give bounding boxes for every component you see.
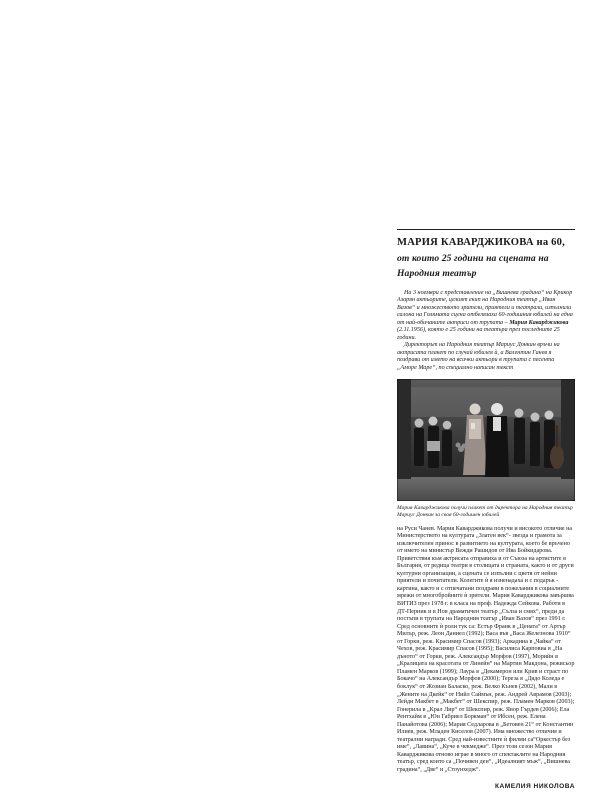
lead-text-1: На 3 ноември с представление на „Вишнева градина“ на Крикор Азарян актьорите, целият екип на Народния театър „Иван Вазов“ и множеството зрители, приятели и театрали, изпълнили салона на Голямата сцена отбелязаха 60-годишния юбилей на една от най-обичаните актриси от трупата – xyxy=(397,289,573,326)
author-byline: КАМЕЛИЯ НИКОЛОВА xyxy=(494,782,575,790)
article xyxy=(397,229,575,790)
lead-text-3: Директорът на Народния театър Мариус Донкин връчи на актрисата плакет по случай юбилея ѝ, а Валентин Ганев я поздрави от името на всички актьори в трупата с песента „Аморе Маре“, по специално написан текст xyxy=(397,342,560,371)
body-section xyxy=(397,526,575,775)
lead-text-2: (2.11.1956), която е 25 години на театъра през последните 25 години. xyxy=(397,327,560,341)
photo-caption: Мария Каварджикова получи плакет от директора на Народния театър Мариус Донкин за своя 60-годишен юбилей xyxy=(397,504,573,518)
headline-line-3: Народния театър xyxy=(397,268,477,279)
lead-section xyxy=(397,290,575,373)
stage-photo-image xyxy=(397,379,575,501)
lead-paragraph xyxy=(397,290,575,343)
headline-line-2: от които 25 години на сцената на xyxy=(397,252,549,264)
lead-paragraph-2 xyxy=(397,342,575,372)
top-rule xyxy=(397,229,575,230)
headline-line-1: МАРИЯ КАВАРДЖИКОВА на 60, xyxy=(397,237,566,248)
body-paragraph: на Руси Чанев. Мария Каварджикова получи и високото отличие на Министерството на културата „Златен век“- звезда и грамота за изключителен принос в развитието на културата, което бе връчено от името на министър Вежди Рашидов от Ива Бойкидарова. Приветствия към актрисата отправиха и от Съюза на артистите в България, от редица театри в столицата и страната, както и от други културни организации, а сцената се изпълни с цветя от нейни приятели и почитатели. Колегите ѝ я изненадаха и с подарък - картина, както и с отпечатани поздрави в пожелания в социалните мрежи от многобройните ѝ зрители. Мария Каварджикова завършва ВИТИЗ през 1978 г. в класа на проф. Надежда Сейкова. Работи в ДТ-Перник и в Нов драматичен театър „Сълза и смях“, преди да постъпи в трупата на Народния театър „Иван Вазов“ през 1991 г. Сред основните ѝ роли тук са: Естър Франк в „Цената“ от Артър Милър, реж. Леон Даниел (1992); Васа във „Васа Железнова 1910“ от Горки, реж. Красимир Спасов (1993); Аркадина в „Чайка“ от Чехов, реж. Красимир Спасов (1995); Василиса Карповна в „На дъното“ от Горки, реж. Александър Морфов (1997), Морийн в „Кралицата на красотата от Линейн“ на Мартин Макдона, режисьор Пламен Марков (1999); Лаура в „Декамерон или Крив и страст по Бокачо“ на Александър Морфов (2000); Тереза в „Дядо Коледа е боклук“ от Жозиан Баласко, реж. Велко Кънев (2002), Мали в „Жените на Дкейк“ от Нийл Саймън, реж. Андрей Аврамов (2003); Лейди Макбет в „Макбет“ от Шекспир, реж. Пламен Марков (2003); Гонерила в „Крал Лир“ от Шекспир, реж. Явор Гърдев (2006); Ела Рентхайм в „Юн Габриел Боркман“ от Ибсен, реж. Елена Панайотова (2006); Мария Седларова в „Бетовен 21“ от Константин Илиев, реж. Младен Киселов (2007). Има множество отличия и театрални награди. Сред най-известните ѝ филми са“Оркестър без име“, „Лавина“, „Куче в чекмедже“. През този сезон Мария Каварджикова отново играе в много от спектаклите на Народния театър, сред които са „Почивен ден“, „Идеалният мъж“, „Вишнева градина“, „Две“ и „Стоунхедж“. xyxy=(397,525,575,774)
lead-name: Мария Каварджикова xyxy=(509,319,569,326)
stage-photo xyxy=(397,379,575,501)
headline xyxy=(397,235,575,282)
